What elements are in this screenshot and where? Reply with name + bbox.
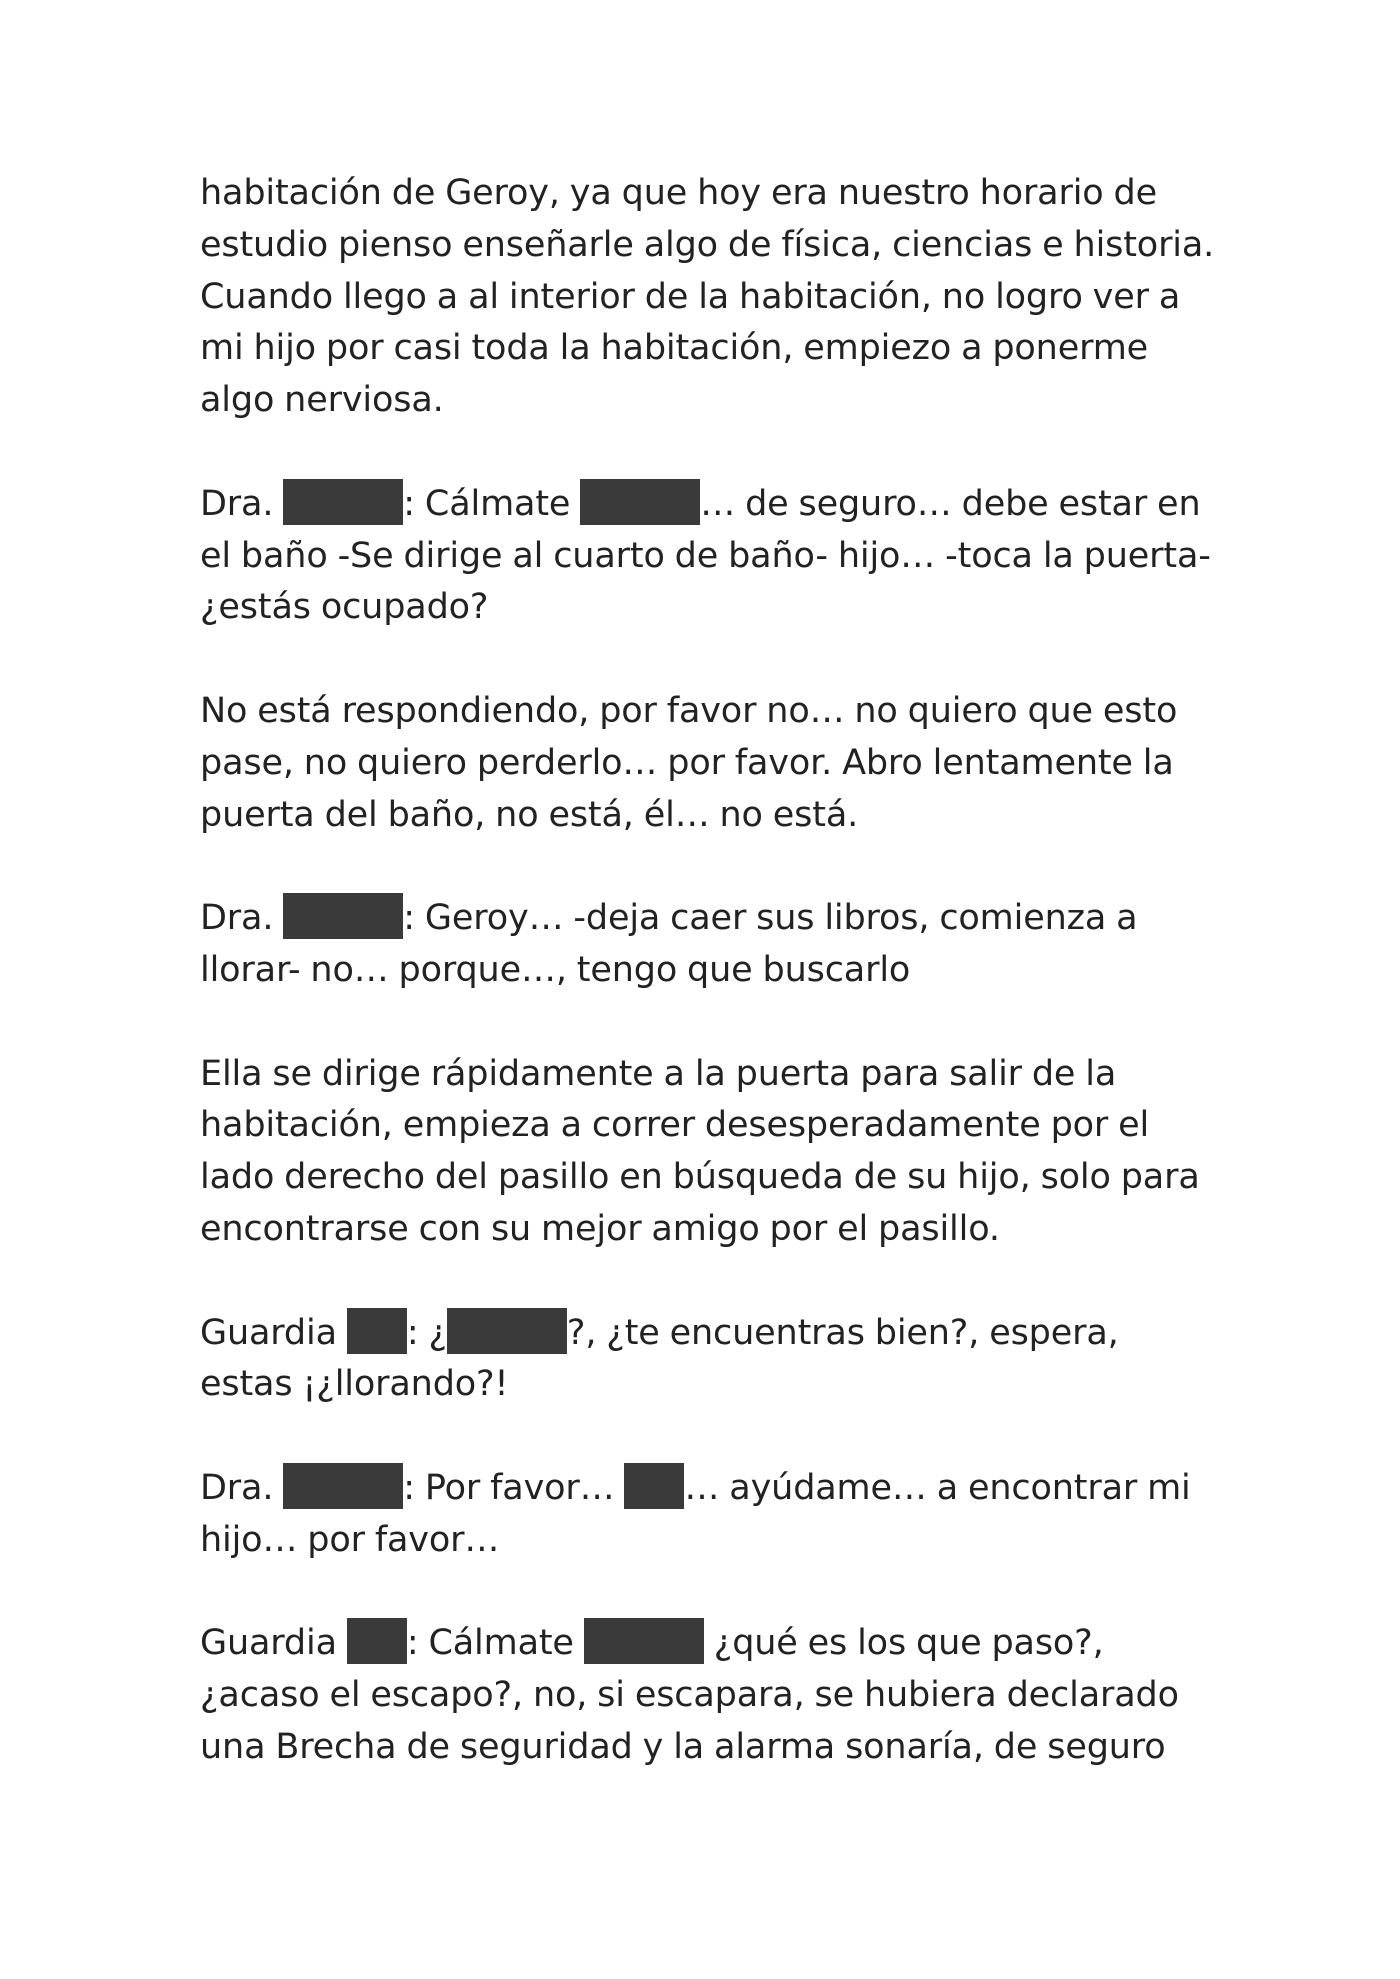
text-segment: Guardia (200, 1312, 347, 1353)
text-segment: : Cálmate (403, 483, 581, 524)
text-segment: hijo… por favor… (200, 1519, 500, 1560)
redaction-block (347, 1308, 407, 1354)
redaction-block (283, 479, 403, 525)
text-segment: ?, ¿te encuentras bien?, espera, (566, 1312, 1119, 1353)
paragraph (200, 168, 1215, 427)
text-line (200, 323, 1210, 375)
paragraph (200, 1049, 1210, 1256)
paragraph (200, 686, 1210, 841)
text-segment: Ella se dirige rápidamente a la puerta para salir de la (200, 1053, 1117, 1094)
text-segment: algo nerviosa. (200, 380, 444, 421)
paragraph (200, 479, 1210, 634)
text-segment: Cuando llego a al interior de la habitación, no logro ver a (200, 276, 1181, 317)
text-segment: una Brecha de seguridad y la alarma sonaría, de seguro (200, 1726, 1166, 1767)
redaction-block (283, 1463, 403, 1509)
redaction-block (347, 1618, 407, 1664)
redaction-block (624, 1463, 684, 1509)
text-segment: encontrarse con su mejor amigo por el pasillo. (200, 1208, 1000, 1249)
text-line (200, 1152, 1210, 1204)
text-line (200, 893, 1210, 945)
text-segment: pase, no quiero perderlo… por favor. Abro lentamente la (200, 742, 1174, 783)
text-line (200, 1722, 1210, 1774)
text-segment: ¿qué es los que paso?, (703, 1623, 1104, 1664)
paragraph (200, 893, 1210, 997)
text-segment: el baño -Se dirige al cuarto de baño- hijo… -toca la puerta- (200, 535, 1211, 576)
text-segment: : Por favor… (403, 1467, 625, 1508)
redaction-block (584, 1618, 704, 1664)
text-segment: habitación de Geroy, ya que hoy era nuestro horario de (200, 173, 1157, 213)
text-line (200, 790, 1210, 842)
text-line (200, 738, 1210, 790)
text-segment: llorar- no… porque…, tengo que buscarlo (200, 949, 911, 990)
text-segment: puerta del baño, no está, él… no está. (200, 794, 859, 835)
text-line (200, 1049, 1210, 1101)
text-line (200, 1308, 1210, 1360)
text-segment: Dra. (200, 898, 284, 939)
text-line (200, 1204, 1210, 1256)
paragraph (200, 1463, 1210, 1567)
text-line (200, 220, 1215, 272)
text-segment: Dra. (200, 1467, 284, 1508)
text-line (200, 686, 1210, 738)
text-segment: lado derecho del pasillo en búsqueda de su hijo, solo para (200, 1157, 1200, 1198)
text-line (200, 479, 1210, 531)
text-segment: : ¿ (406, 1312, 447, 1353)
paragraph (200, 1618, 1210, 1773)
text-line (200, 582, 1210, 634)
text-segment: ¿estás ocupado? (200, 587, 489, 628)
text-segment: … de seguro… debe estar en (700, 483, 1201, 524)
text-line (200, 272, 1210, 324)
text-line (200, 945, 1210, 997)
text-line (200, 1618, 1210, 1670)
text-segment: : Cálmate (406, 1623, 584, 1664)
text-line (200, 1100, 1210, 1152)
redaction-block (580, 479, 700, 525)
text-segment: estudio pienso enseñarle algo de física, ciencias e historia. (200, 224, 1215, 265)
redaction-block (283, 893, 403, 939)
document-body (200, 168, 1215, 1826)
paragraph (200, 1308, 1210, 1412)
text-line (200, 168, 1210, 220)
text-segment: habitación, empieza a correr desesperadamente por el (200, 1105, 1150, 1146)
text-line (200, 531, 1210, 583)
text-segment: Guardia (200, 1623, 347, 1664)
text-line (200, 1359, 1210, 1411)
text-segment: No está respondiendo, por favor no… no quiero que esto (200, 690, 1178, 731)
text-line (200, 1463, 1210, 1515)
text-segment: … ayúdame… a encontrar mi (684, 1467, 1191, 1508)
text-line (200, 1515, 1210, 1567)
redaction-block (447, 1308, 567, 1354)
text-segment: : Geroy… -deja caer sus libros, comienza a (403, 898, 1138, 939)
text-segment: ¿acaso el escapo?, no, si escapara, se hubiera declarado (200, 1675, 1179, 1716)
text-line (200, 1670, 1210, 1722)
text-line (200, 375, 1210, 427)
text-segment: estas ¡¿llorando?! (200, 1364, 509, 1405)
text-segment: mi hijo por casi toda la habitación, empiezo a ponerme (200, 328, 1149, 369)
text-segment: Dra. (200, 483, 284, 524)
